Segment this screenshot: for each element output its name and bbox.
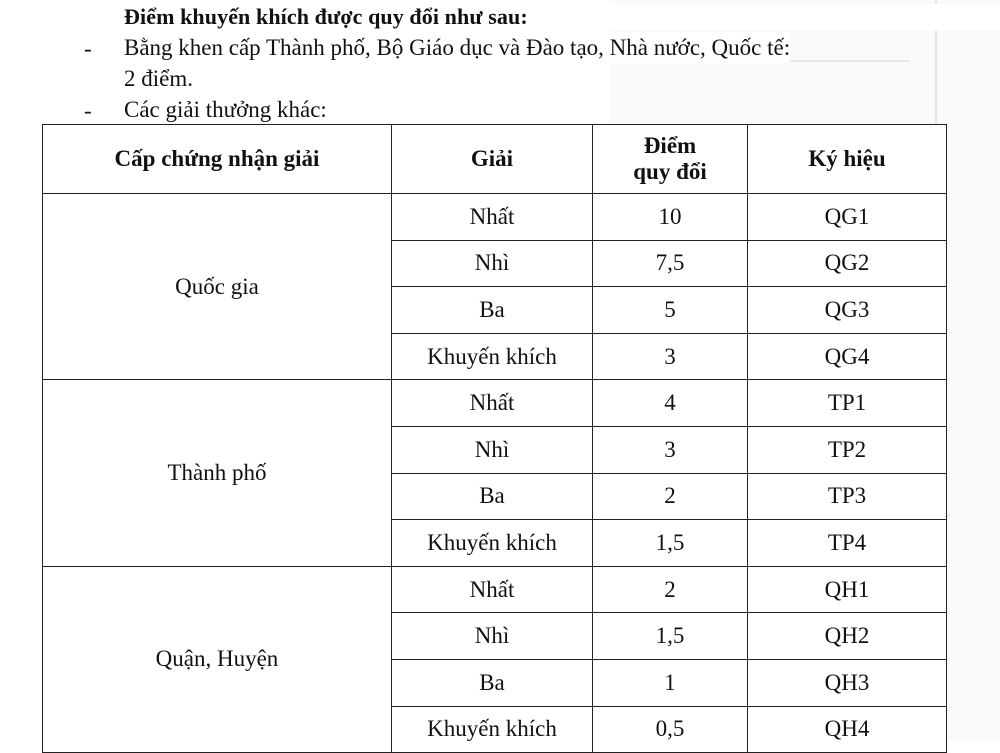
table-row (43, 380, 947, 427)
bullet-text-merit (124, 32, 984, 94)
points-cell: 3 (593, 333, 748, 380)
level-cell: Quận, Huyện (43, 566, 392, 752)
prize-cell: Ba (392, 659, 593, 706)
code-cell: TP3 (748, 473, 947, 520)
points-cell: 2 (593, 566, 748, 613)
code-cell: TP4 (748, 520, 947, 567)
bullet-text-other (124, 94, 984, 125)
prize-cell: Ba (392, 473, 593, 520)
code-cell: QG4 (748, 333, 947, 380)
header-prize: Giải (392, 125, 593, 194)
prize-cell: Nhì (392, 426, 593, 473)
bullet-line: Các giải thưởng khác: (124, 97, 327, 122)
points-cell: 2 (593, 473, 748, 520)
bullet-line: 2 điểm. (124, 63, 193, 94)
prize-cell: Nhất (392, 566, 593, 613)
points-cell: 3 (593, 426, 748, 473)
points-cell: 1,5 (593, 520, 748, 567)
points-cell: 5 (593, 287, 748, 334)
table-header-row (43, 125, 947, 194)
header-points-line1: Điểm (643, 133, 697, 158)
prize-cell: Khuyến khích (392, 706, 593, 753)
code-cell: QH2 (748, 613, 947, 660)
bullet-marker: - (84, 98, 92, 123)
points-cell: 0,5 (593, 706, 748, 753)
points-cell: 4 (593, 380, 748, 427)
header-points (593, 125, 748, 194)
code-cell: TP2 (748, 426, 947, 473)
points-cell: 10 (593, 194, 748, 241)
header-code: Ký hiệu (748, 125, 947, 194)
code-cell: QH3 (748, 659, 947, 706)
award-conversion-table (42, 124, 947, 753)
prize-cell: Nhì (392, 613, 593, 660)
bullet-line: Bằng khen cấp Thành phố, Bộ Giáo dục và Đào tạo, Nhà nước, Quốc tế: (124, 32, 790, 63)
prize-cell: Khuyến khích (392, 520, 593, 567)
prize-cell: Khuyến khích (392, 333, 593, 380)
points-cell: 7,5 (593, 240, 748, 287)
bullet-marker: - (84, 36, 92, 61)
level-cell: Quốc gia (43, 194, 392, 380)
prize-cell: Nhất (392, 194, 593, 241)
points-cell: 1 (593, 659, 748, 706)
code-cell: QH1 (748, 566, 947, 613)
level-cell: Thành phố (43, 380, 392, 566)
header-level: Cấp chứng nhận giải (43, 125, 392, 194)
code-cell: QH4 (748, 706, 947, 753)
prize-cell: Nhì (392, 240, 593, 287)
code-cell: QG2 (748, 240, 947, 287)
points-cell: 1,5 (593, 613, 748, 660)
section-heading: Điểm khuyến khích được quy đổi như sau: (124, 4, 1000, 30)
code-cell: QG1 (748, 194, 947, 241)
prize-cell: Ba (392, 287, 593, 334)
prize-cell: Nhất (392, 380, 593, 427)
code-cell: TP1 (748, 380, 947, 427)
code-cell: QG3 (748, 287, 947, 334)
table-row (43, 566, 947, 613)
header-points-line2: quy đổi (633, 159, 707, 184)
table-row (43, 194, 947, 241)
